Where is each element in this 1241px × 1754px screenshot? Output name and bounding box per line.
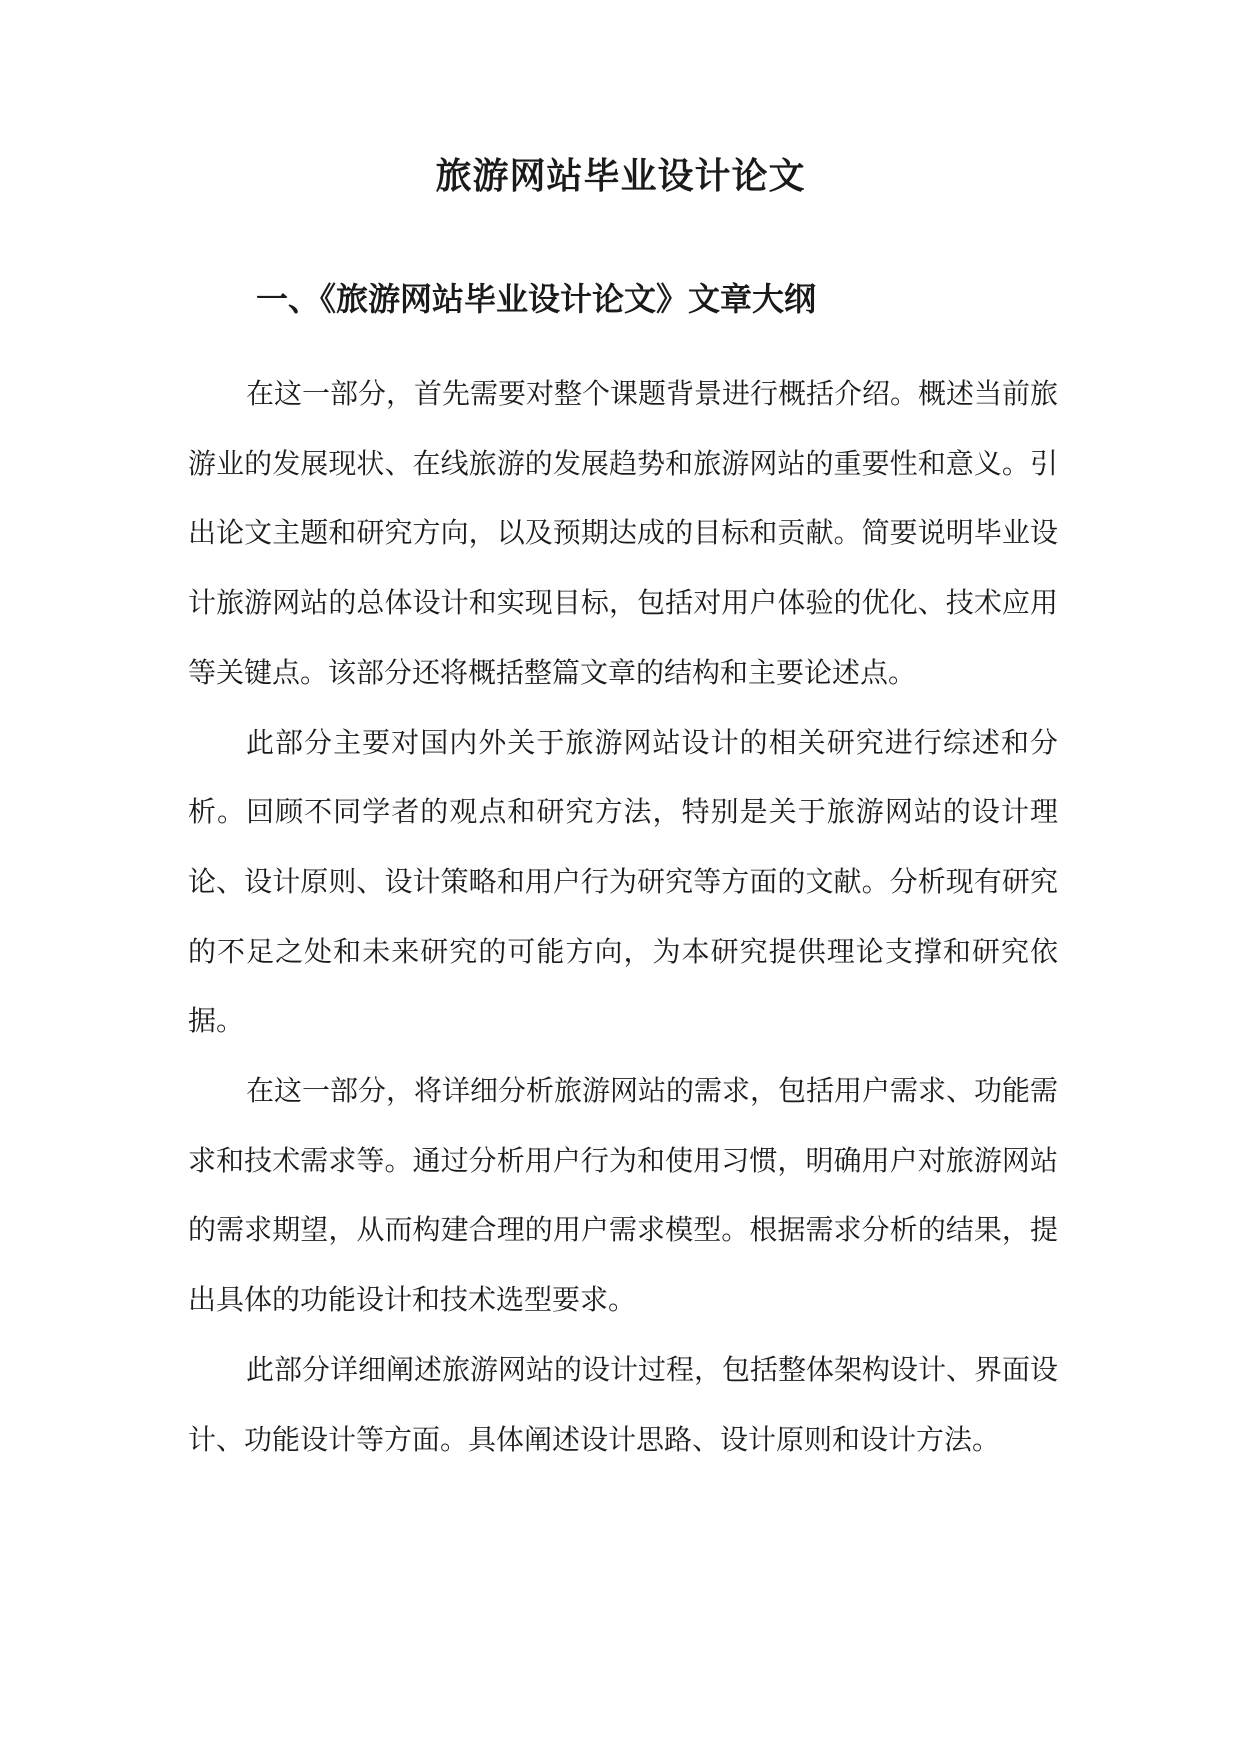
paragraph-1: 在这一部分，首先需要对整个课题背景进行概括介绍。概述当前旅游业的发展现状、在线旅游的发展趋势和旅游网站的重要性和意义。引出论文主题和研究方向，以及预期达成的目标和贡献。简要说明毕业设计旅游网站的总体设计和实现目标，包括对用户体验的优化、技术应用等关键点。该部分还将概括整篇文章的结构和主要论述点。 [188,377,1059,689]
paragraph-2: 此部分主要对国内外关于旅游网站设计的相关研究进行综述和分析。回顾不同学者的观点和研究方法，特别是关于旅游网站的设计理论、设计原则、设计策略和用户行为研究等方面的文献。分析现有研究的不足之处和未来研究的可能方向，为本研究提供理论支撑和研究依据。 [188,725,1058,1038]
paragraph-3: 在这一部分，将详细分析旅游网站的需求，包括用户需求、功能需求和技术需求等。通过分析用户行为和使用习惯，明确用户对旅游网站的需求期望，从而构建合理的用户需求模型。根据需求分析的结果，提出具体的功能设计和技术选型要求。 [188,1074,1059,1317]
section-heading: 一、《旅游网站毕业设计论文》文章大纲 [256,280,817,318]
body-text [188,359,1058,1474]
document-title: 旅游网站毕业设计论文 [435,155,806,197]
paragraph-4: 此部分详细阐述旅游网站的设计过程，包括整体架构设计、界面设计、功能设计等方面。具体阐述设计思路、设计原则和设计方法。 [188,1352,1059,1456]
